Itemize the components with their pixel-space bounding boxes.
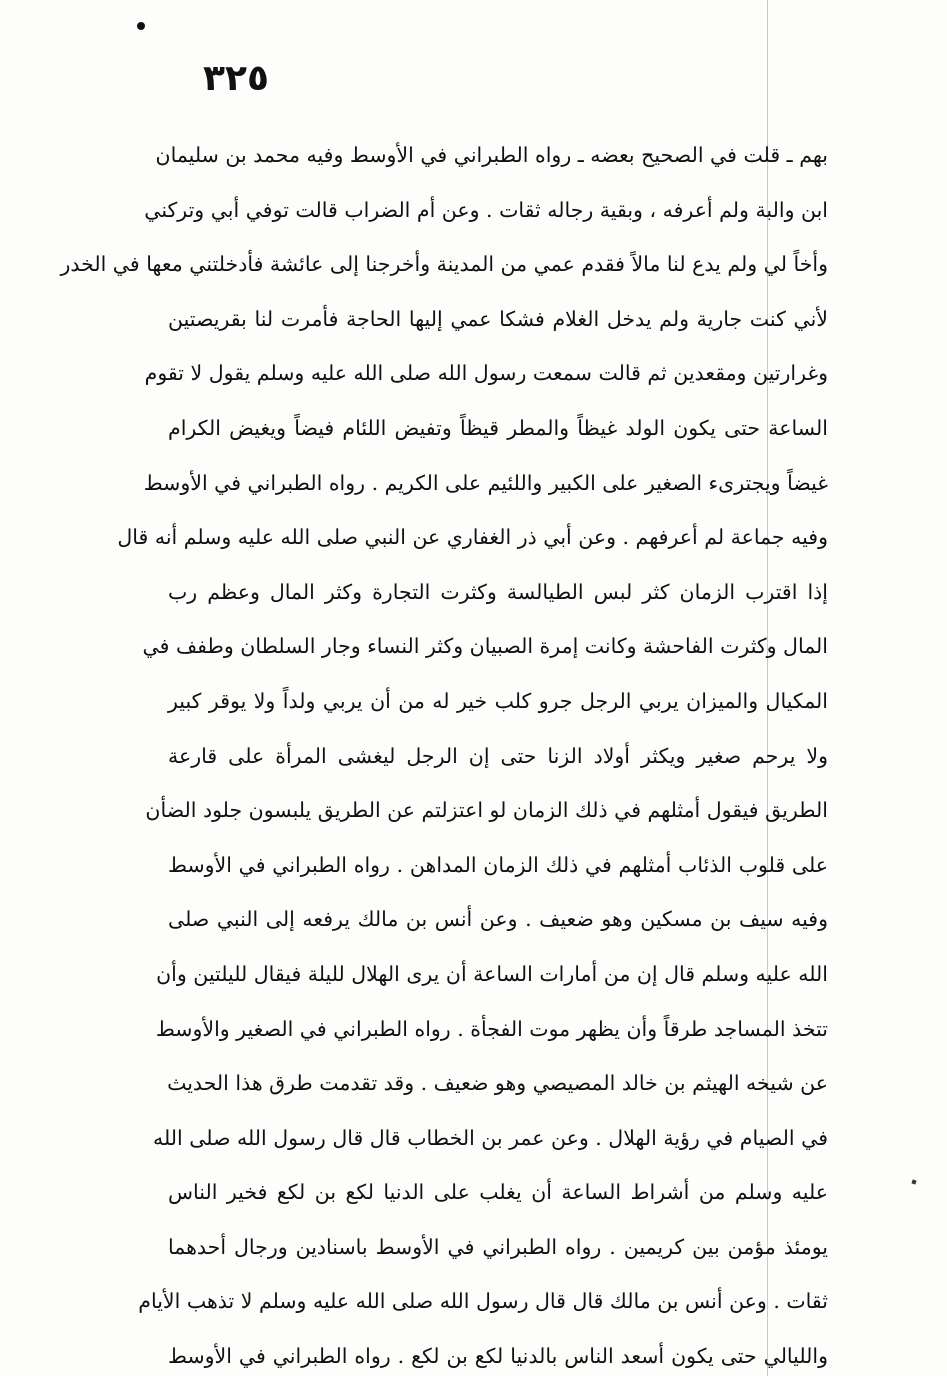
text-line: غيضاً ويجترىء الصغير على الكبير واللئيم على الكريم . رواه الطبراني في الأوسط: [143, 470, 828, 495]
text-line: الساعة حتى يكون الولد غيظاً والمطر قيظاً وتفيض اللئام فيضاً ويغيض الكرام: [168, 415, 828, 440]
text-line: ثقات . وعن أنس بن مالك قال قال رسول الله صلى الله عليه وسلم لا تذهب الأيام: [138, 1289, 828, 1314]
text-line: بهم ـ قلت في الصحيح بعضه ـ رواه الطبراني في الأوسط وفيه محمد بن سليمان: [155, 143, 828, 167]
text-line: الطريق فيقول أمثلهم في ذلك الزمان لو اعتزلتم عن الطريق يلبسون جلود الضأن: [145, 798, 828, 823]
margin-mark: [911, 1179, 916, 1184]
text-line: ابن والبة ولم أعرفه ، وبقية رجاله ثقات . وعن أم الضراب قالت توفي أبي وتركني: [144, 197, 828, 222]
text-line: عن شيخه الهيثم بن خالد المصيصي وهو ضعيف . وقد تقدمت طرق هذا الحديث: [167, 1071, 828, 1096]
text-line: على قلوب الذئاب أمثلهم في ذلك الزمان المداهن . رواه الطبراني في الأوسط: [168, 852, 828, 877]
text-line: إذا اقترب الزمان كثر لبس الطيالسة وكثرت التجارة وكثر المال وعظم رب: [168, 579, 828, 604]
text-line: والليالي حتى يكون أسعد الناس بالدنيا لكع بن لكع . رواه الطبراني في الأوسط: [168, 1344, 828, 1369]
text-line: وفيه سيف بن مسكين وهو ضعيف . وعن أنس بن مالك يرفعه إلى النبي صلى: [168, 907, 828, 932]
text-line: المكيال والميزان يربي الرجل جرو كلب خير له من أن يربي ولداً ولا يوقر كبير: [168, 688, 828, 713]
text-line: ولا يرحم صغير ويكثر أولاد الزنا حتى إن الرجل ليغشى المرأة على قارعة: [168, 743, 828, 768]
page-number: ٣٢٥: [203, 58, 269, 99]
text-line: وغرارتين ومقعدين ثم قالت سمعت رسول الله صلى الله عليه وسلم يقول لا تقوم: [144, 361, 828, 386]
page-dot-mark: [137, 22, 145, 30]
body-text: [60, 128, 828, 1384]
text-line: الله عليه وسلم قال إن من أمارات الساعة أن يرى الهلال لليلة فيقال لليلتين وأن: [156, 961, 828, 986]
text-line: المال وكثرت الفاحشة وكانت إمرة الصبيان وكثر النساء وجار السلطان وطفف في: [142, 634, 828, 659]
text-line: لأني كنت جارية ولم يدخل الغلام فشكا عمي إليها الحاجة فأمرت لنا بقريصتين: [168, 306, 828, 331]
text-line: في الصيام في رؤية الهلال . وعن عمر بن الخطاب قال قال رسول الله صلى الله: [152, 1125, 828, 1150]
text-line: عليه وسلم من أشراط الساعة أن يغلب على الدنيا لكع بن لكع فخير الناس: [168, 1180, 828, 1205]
text-line: وأخاً لي ولم يدع لنا مالاً فقدم عمي من المدينة وأخرجنا إلى عائشة فأدخلتني معها في الخدر: [60, 252, 828, 277]
text-line: تتخذ المساجد طرقاً وأن يظهر موت الفجأة . رواه الطبراني في الصغير والأوسط: [155, 1016, 828, 1041]
text-line: وفيه جماعة لم أعرفهم . وعن أبي ذر الغفاري عن النبي صلى الله عليه وسلم أنه قال: [117, 525, 828, 550]
text-line: يومئذ مؤمن بين كريمين . رواه الطبراني في الأوسط باسنادين ورجال أحدهما: [168, 1234, 828, 1259]
